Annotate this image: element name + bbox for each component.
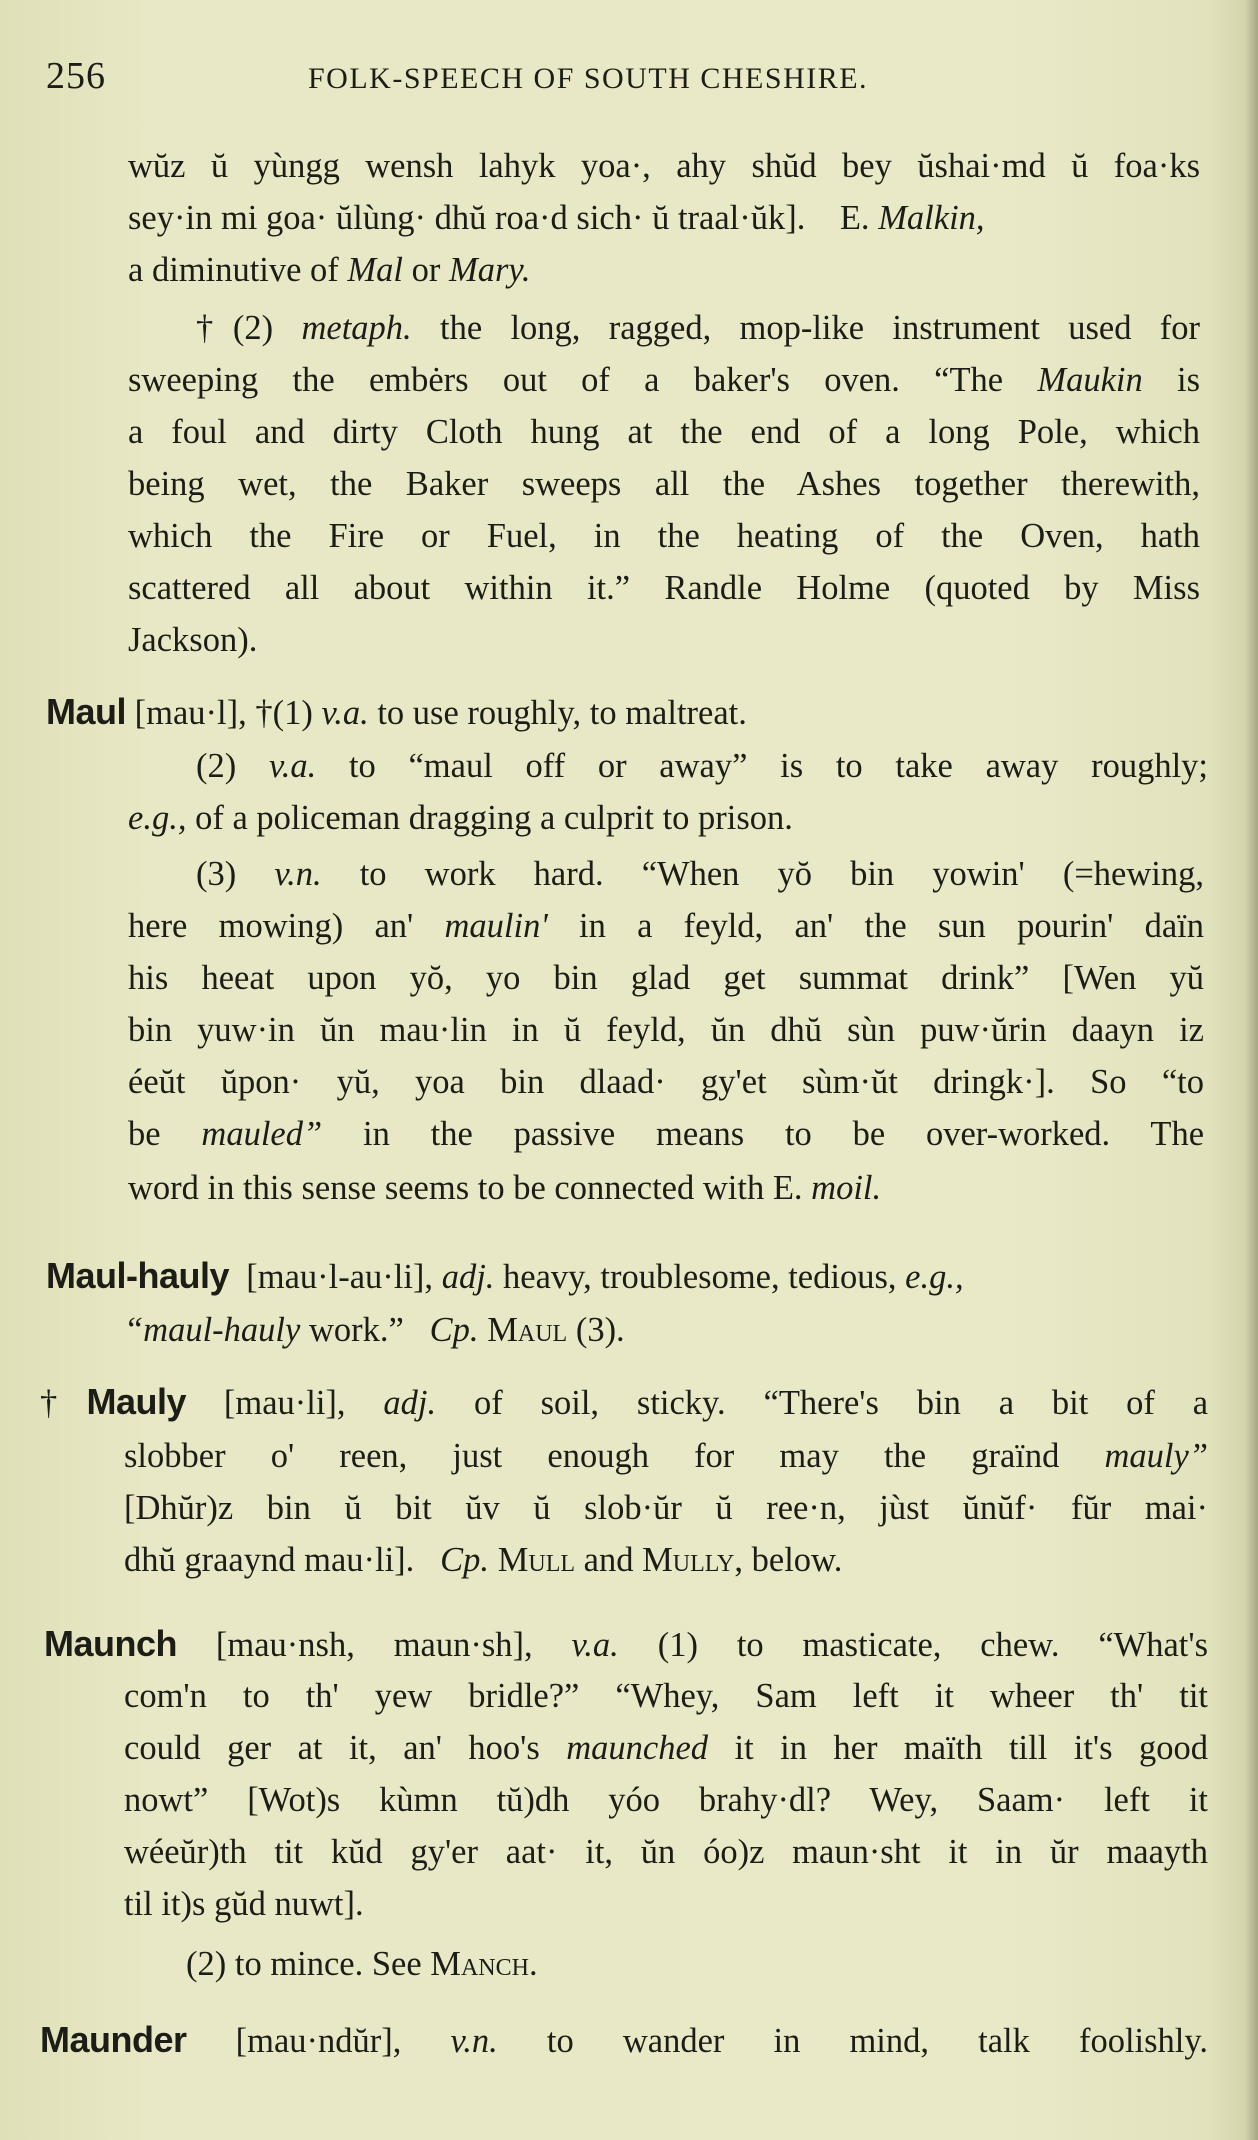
maunched-italic: maunched <box>566 1729 709 1767</box>
headword: Maunder <box>40 2019 187 2060</box>
text-line: his heeat upon yŏ, yo bin glad get summat drink” [Wen yŭ <box>128 959 1204 997</box>
page-edge-shadow <box>1244 0 1258 2140</box>
text-line: a foul and dirty Cloth hung at the end of a long Pole, which <box>128 413 1200 451</box>
text-line: being wet, the Baker sweeps all the Ashes together therewith, <box>128 465 1200 503</box>
text-line: (2) to mince. See Manch. <box>186 1945 538 1983</box>
text-line: be mauled” in the passive means to be over-worked. The <box>128 1115 1205 1153</box>
text-line: “maul-hauly work.” Cp. Maul (3). <box>124 1311 625 1349</box>
headword: Mauly <box>86 1381 187 1422</box>
text-line: Maul [mau·l], †(1) v.a. to use roughly, to maltreat. <box>46 691 747 732</box>
text-line: slobber o' reen, just enough for may the graïnd mauly” <box>124 1437 1209 1475</box>
text-line: (2) v.a. to “maul off or away” is to take away roughly; <box>196 747 1208 785</box>
text-line: [Dhŭr)z bin ŭ bit ŭv ŭ slob·ŭr ŭ ree·n, jùst ŭnŭf· fŭr mai· <box>124 1489 1208 1527</box>
text-line: til it)s gŭd nuwt]. <box>124 1885 364 1923</box>
text-line: (3) v.n. to work hard. “When yŏ bin yowin' (=hewing, <box>196 855 1204 893</box>
text-line: wŭz ŭ yùngg wensh lahyk yoa·, ahy shŭd bey ŭshai·md ŭ foa·ks <box>128 147 1200 185</box>
headword: Maunch <box>44 1623 178 1664</box>
text-line: word in this sense seems to be connected with E. moil. <box>128 1169 882 1207</box>
text-line: scattered all about within it.” Randle Holme (quoted by Miss <box>128 569 1200 607</box>
headword: Maul-hauly <box>46 1255 230 1296</box>
text-line: †(2) metaph. the long, ragged, mop-like instrument used for <box>196 309 1201 347</box>
text-line: wéeŭr)th tit kŭd gy'er aat· it, ŭn óo)z maun·sht it in ŭr maayth <box>124 1833 1208 1871</box>
text-line: sey·in mi goa· ŭlùng· dhŭ roa·d sich· ŭ traal·ŭk]. E. Malkin, <box>128 199 985 237</box>
text-line: Maunder [mau·ndŭr], v.n. to wander in mind, talk foolishly. <box>40 2019 1209 2060</box>
text-line: here mowing) an' maulin' in a feyld, an' the sun pourin' daïn <box>128 907 1205 945</box>
text-line: sweeping the embėrs out of a baker's oven. “The Maukin is <box>128 361 1200 399</box>
text-line: could ger at it, an' hoo's maunched it in her maïth till it's good <box>124 1729 1208 1767</box>
text-line: éeŭt ŭpon· yŭ, yoa bin dlaad· gy'et sùm·ŭt dringk·]. So “to <box>128 1063 1204 1101</box>
text-line: com'n to th' yew bridle?” “Whey, Sam left it wheer th' tit <box>124 1677 1208 1715</box>
text-line: bin yuw·in ŭn mau·lin in ŭ feyld, ŭn dhŭ sùn puw·ŭrin daayn iz <box>128 1011 1204 1049</box>
text-line: Maul-hauly [mau·l-au·li], adj. heavy, troublesome, tedious, e.g., <box>46 1255 964 1296</box>
text-line: e.g., of a policeman dragging a culprit to prison. <box>128 799 793 837</box>
text-line: dhŭ graaynd mau·li]. Cp. Mull and Mully, below. <box>124 1541 843 1579</box>
text-line: which the Fire or Fuel, in the heating of the Oven, hath <box>128 517 1200 555</box>
page-number: 256 <box>46 55 106 97</box>
running-title: FOLK-SPEECH OF SOUTH CHESHIRE. <box>308 62 869 95</box>
text-line: †Mauly [mau·li], adj. of soil, sticky. “There's bin a bit of a <box>40 1381 1209 1422</box>
text-line: Jackson). <box>128 621 258 659</box>
text-line: nowt” [Wot)s kùmn tŭ)dh yóo brahy·dl? Wey, Saam· left it <box>124 1781 1208 1819</box>
text-line: Maunch [mau·nsh, maun·sh], v.a. (1) to masticate, chew. “What's <box>44 1623 1209 1664</box>
headword: Maul <box>46 691 127 732</box>
running-head <box>46 48 1206 104</box>
text-line: a diminutive of Mal or Mary. <box>128 251 531 289</box>
